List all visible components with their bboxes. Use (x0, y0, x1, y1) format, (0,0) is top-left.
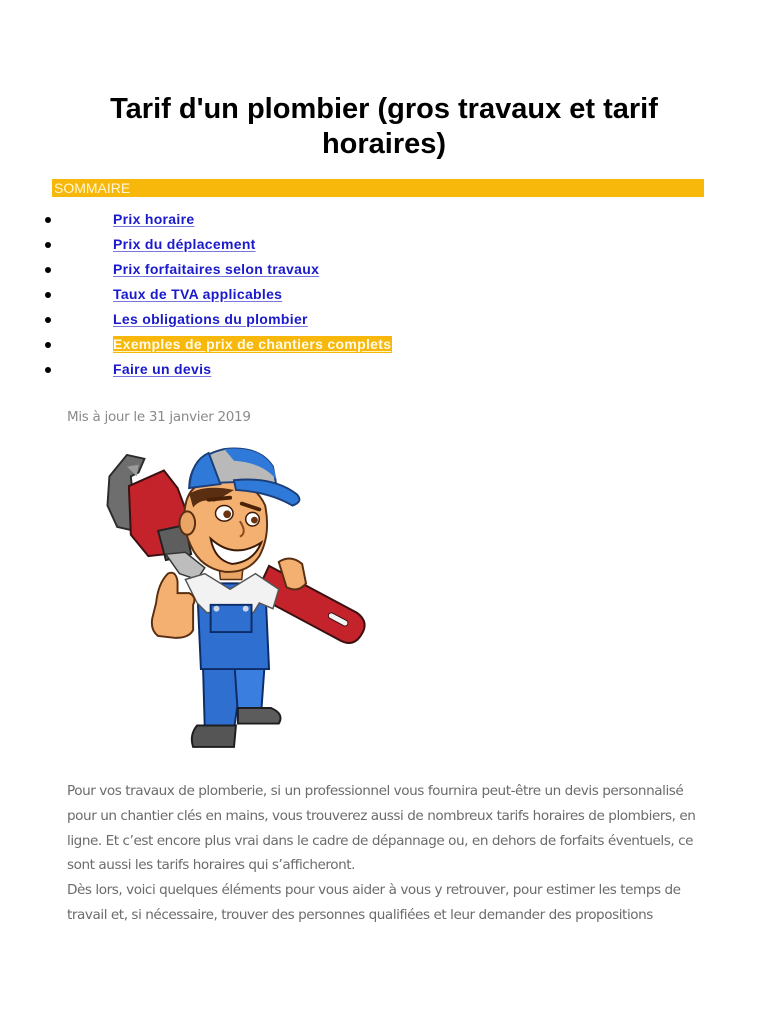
toc-item (0, 358, 768, 383)
article-paragraph: Dès lors, voici quelques éléments pour vous aider à vous y retrouver, pour estimer les temps de travail et, si nécessaire, trouver des personnes qualifiées et leur demander des propositions (67, 882, 681, 923)
toc-link-prix-horaire[interactable]: Prix horaire (113, 211, 195, 227)
bullet-icon (45, 342, 51, 348)
toc-item (0, 258, 768, 283)
toc-link-prix-forfaitaires[interactable]: Prix forfaitaires selon travaux (113, 261, 320, 277)
article-paragraph: Pour vos travaux de plomberie, si un professionnel vous fournira peut-être un devis personnalisé pour un chantier clés en mains, vous trouverez aussi de nombreux tarifs horaires de plombiers, en ligne. Et c’est encore plus vrai dans le cadre de dépannage ou, en dehors de forfaits éventuels, ce sont aussi les tarifs horaires qui s’afficheront. (67, 783, 696, 874)
toc-item (0, 233, 768, 258)
toc-link-prix-deplacement[interactable]: Prix du déplacement (113, 236, 256, 252)
bullet-icon (45, 317, 51, 323)
toc-link-obligations[interactable]: Les obligations du plombier (113, 311, 308, 327)
plumber-image-icon (88, 437, 380, 759)
summary-header-bar (52, 179, 704, 197)
table-of-contents (0, 208, 768, 383)
article-body (67, 779, 707, 928)
updated-date: Mis à jour le 31 janvier 2019 (67, 409, 251, 425)
bullet-icon (45, 242, 51, 248)
summary-label: SOMMAIRE (54, 180, 131, 196)
toc-item (0, 333, 768, 358)
plumber-illustration (88, 437, 380, 759)
toc-link-faire-devis[interactable]: Faire un devis (113, 361, 212, 377)
toc-link-taux-tva[interactable]: Taux de TVA applicables (113, 286, 283, 302)
page-title: Tarif d'un plombier (gros travaux et tarif horaires) (110, 93, 658, 160)
toc-link-exemples-prix[interactable]: Exemples de prix de chantiers complets (113, 336, 392, 352)
bullet-icon (45, 292, 51, 298)
toc-item (0, 208, 768, 233)
bullet-icon (45, 217, 51, 223)
bullet-icon (45, 367, 51, 373)
bullet-icon (45, 267, 51, 273)
toc-item (0, 283, 768, 308)
toc-item (0, 308, 768, 333)
